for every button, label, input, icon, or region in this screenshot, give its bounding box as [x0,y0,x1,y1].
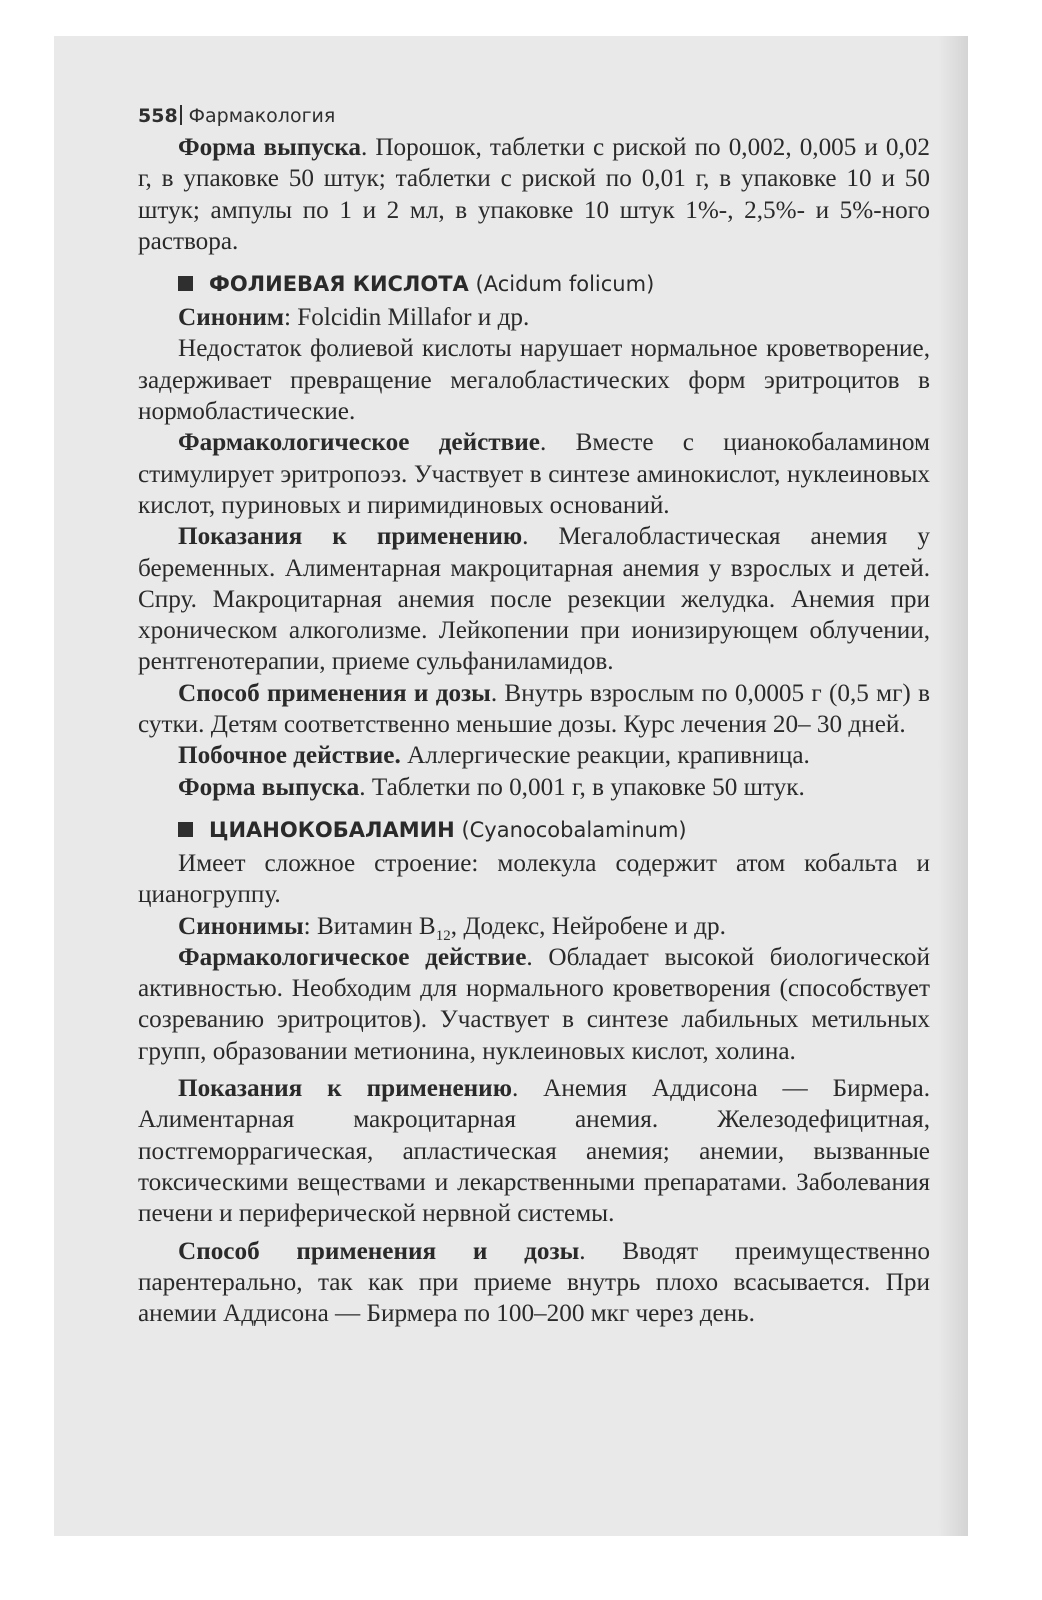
page-number: 558 [138,105,178,127]
cyano-action-paragraph [138,942,930,1067]
folic-side-effects-paragraph [138,740,930,771]
running-header [138,102,930,130]
cyano-synonyms-text-a: : Витамин B [303,912,436,940]
cyano-dosage-text: . Вводят преимущественно парентерально, так как при приеме внутрь плохо всасывается. При анемии Аддисона — Бирмера по 100–200 мкг через день. [138,1237,930,1328]
folic-side-effects-label: Побочное действие. [178,742,401,770]
book-page [54,36,968,1536]
cyano-synonyms-subscript: 12 [435,927,451,944]
square-bullet-icon [178,822,193,837]
page-edge-shadow [938,36,968,1536]
folic-synonym-text: : Folcidin Millafor и др. [284,304,530,332]
page-content [138,102,930,1329]
cyano-dosage-paragraph [138,1236,930,1330]
folic-acid-latin: (Acidum folicum) [475,272,655,297]
cyano-indications-label: Показания к применению [178,1075,512,1103]
folic-release-form-label: Форма выпуска [178,773,360,801]
cyano-synonyms-label: Синонимы [178,912,304,940]
folic-synonym-paragraph [138,302,930,333]
cyano-dosage-label: Способ применения и дозы [178,1237,580,1265]
folic-indications-paragraph [138,521,930,677]
release-form-label: Форма выпуска [178,134,361,161]
folic-indications-text: . Мегалобластическая анемия у беременных. Алиментарная макроцитарная анемия у взрослых и детей. Спру. Макроцитарная анемия после резекции желудка. Анемия при хроническом алкоголизме. Лейкопении при ионизирующем облучении, рентгенотерапии, приеме сульфаниламидов. [138,523,930,676]
folic-release-form-paragraph [138,772,930,803]
cyano-indications-text: . Анемия Аддисона — Бирмера. Алиментарная макроцитарная анемия. Железодефицитная, постгеморрагическая, апластическая анемия; анемии, вызванные токсическими веществами и лекарственными препаратами. Заболевания печени и периферической нервной системы. [138,1075,930,1228]
folic-action-label: Фармакологическое действие [178,429,540,457]
cyanocobalamin-latin: (Cyanocobalaminum) [461,817,687,842]
cyano-action-text: . Обладает высокой биологической активностью. Необходим для нормального кроветворения (способствует созреванию эритроцитов). Участвует в синтезе лабильных метильных групп, образовании метионина, нуклеиновых кислот, холина. [138,943,931,1065]
folic-release-form-text: . Таблетки по 0,001 г, в упаковке 50 штук. [359,773,805,801]
release-form-paragraph [138,132,930,257]
release-form-text: . Порошок, таблетки с риской по 0,002, 0,005 и 0,02 г, в упаковке 50 штук; таблетки с риской по 0,01 г, в упаковке 10 и 50 штук; ампулы по 1 и 2 мл, в упаковке 10 штук 1%-, 2,5%- и 5%-ного раствора. [138,134,930,255]
cyano-intro-paragraph: Имеет сложное строение: молекула содержит атом кобальта и цианогруппу. [138,849,930,909]
header-divider [180,105,182,125]
folic-dosage-label: Способ применения и дозы [178,679,491,707]
cyanocobalamin-title: ЦИАНОКОБАЛАМИН [209,817,455,842]
cyanocobalamin-heading [138,815,930,845]
folic-dosage-paragraph [138,678,930,741]
folic-side-effects-text: Аллергические реакции, крапивница. [400,742,810,770]
folic-dosage-text: . Внутрь взрослым по 0,0005 г (0,5 мг) в сутки. Детям соответственно меньшие дозы. Курс лечения 20– 30 дней. [138,679,930,739]
cyano-action-label: Фармакологическое действие [178,943,527,971]
folic-intro-paragraph: Недостаток фолиевой кислоты нарушает нормальное кроветворение, задерживает превращение мегалобластических форм эритроцитов в нормобластические. [138,335,930,426]
folic-action-text: . Вместе с цианокобаламином стимулирует эритропоэз. Участвует в синтезе аминокислот, нуклеиновых кислот, пуриновых и пиримидиновых оснований. [138,429,930,519]
cyano-synonyms-paragraph [138,911,930,942]
folic-action-paragraph [138,427,930,521]
folic-acid-title: ФОЛИЕВАЯ КИСЛОТА [209,272,469,297]
folic-synonym-label: Синоним [178,304,284,332]
square-bullet-icon [178,276,193,291]
cyano-indications-paragraph [138,1073,930,1229]
folic-indications-label: Показания к применению [178,523,523,551]
header-section-title: Фармакология [188,105,336,127]
folic-acid-heading [138,269,930,299]
cyano-synonyms-text-b: , Додекс, Нейробене и др. [450,912,726,940]
